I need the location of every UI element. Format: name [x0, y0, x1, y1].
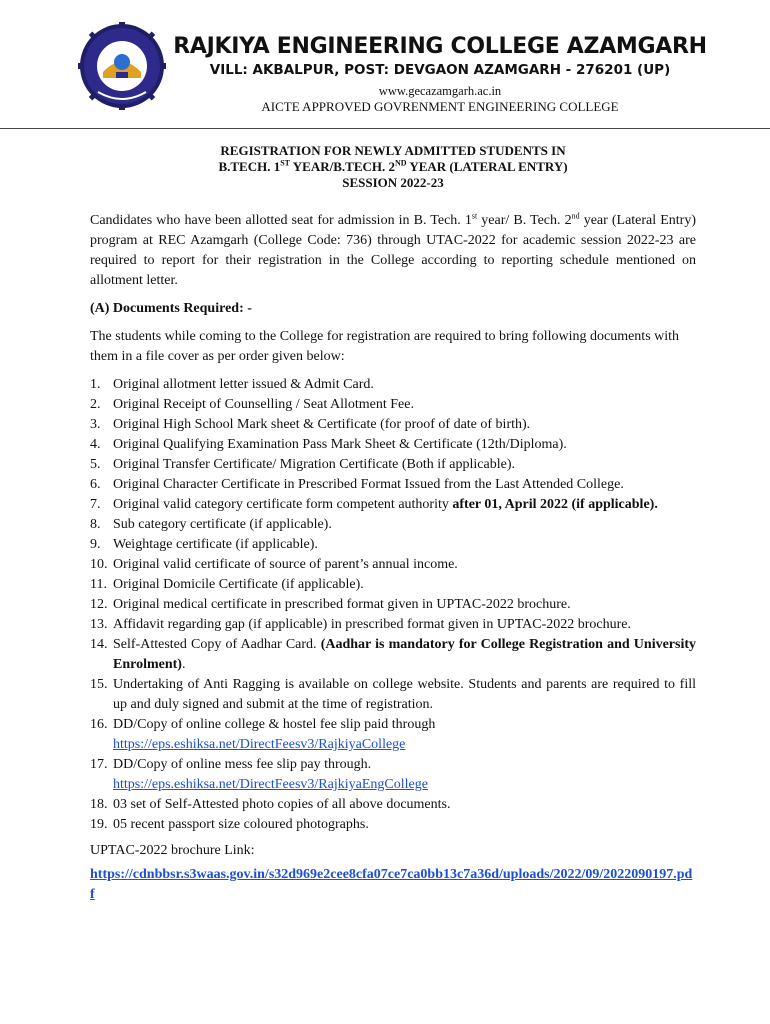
list-item-text: 05 recent passport size coloured photographs. — [113, 817, 369, 832]
brochure-label: UPTAC-2022 brochure Link: — [90, 843, 255, 858]
list-item — [90, 535, 696, 555]
list-item-text: Original Domicile Certificate (if applicable). — [113, 577, 364, 592]
list-item-text: Original valid category certificate form competent authority — [113, 497, 453, 512]
list-item-number: 12. — [90, 597, 108, 612]
list-item-number: 17. — [90, 757, 108, 772]
list-item-text: Original Qualifying Examination Pass Mark Sheet & Certificate (12th/Diploma). — [113, 437, 567, 452]
list-item-number: 16. — [90, 717, 108, 732]
list-item-number: 19. — [90, 817, 108, 832]
list-item — [90, 755, 696, 795]
list-item-number: 15. — [90, 677, 108, 692]
fee-payment-link[interactable]: https://eps.eshiksa.net/DirectFeesv3/RajkiyaEngCollege — [113, 777, 428, 792]
title-line-2: B.TECH. 1ST YEAR/B.TECH. 2ND YEAR (LATERAL ENTRY) — [218, 158, 568, 174]
list-item-emphasis: (Aadhar is mandatory for College Registration and University Enrolment) — [113, 637, 697, 672]
title-line-3: SESSION 2022-23 — [342, 175, 444, 190]
college-approval: AICTE APPROVED GOVRENMENT ENGINEERING COLLEGE — [261, 99, 619, 114]
list-item-number: 8. — [90, 517, 101, 532]
list-item — [90, 375, 696, 395]
list-item-text: Weightage certificate (if applicable). — [113, 537, 318, 552]
list-item — [90, 815, 696, 835]
list-item — [90, 395, 696, 415]
list-item — [90, 415, 696, 435]
college-name: RAJKIYA ENGINEERING COLLEGE AZAMGARH — [173, 34, 707, 59]
list-item-number: 18. — [90, 797, 108, 812]
list-item — [90, 475, 696, 495]
document-body — [90, 143, 696, 905]
list-item — [90, 495, 696, 515]
list-item — [90, 635, 696, 675]
list-item-text: Sub category certificate (if applicable). — [113, 517, 332, 532]
list-item — [90, 795, 696, 815]
list-item-number: 6. — [90, 477, 101, 492]
list-item-text: Self-Attested Copy of Aadhar Card. — [113, 637, 321, 652]
title-line-1: REGISTRATION FOR NEWLY ADMITTED STUDENTS IN — [220, 143, 566, 158]
list-item-text: Original High School Mark sheet & Certificate (for proof of date of birth). — [113, 417, 531, 432]
list-item-text: Original Transfer Certificate/ Migration Certificate (Both if applicable). — [113, 457, 515, 472]
list-item-number: 10. — [90, 557, 108, 572]
intro-paragraph: Candidates who have been allotted seat for admission in B. Tech. 1st year/ B. Tech. 2nd year (Lateral Entry) program at REC Azamgarh (College Code: 736) through UTAC-2022 for academic session 2022-23 are required to report for their registration in the College according to reporting schedule mentioned on allotment letter. — [90, 211, 696, 288]
list-item-number: 11. — [90, 577, 107, 592]
college-address: VILL: AKBALPUR, POST: DEVGAON AZAMGARH - 276201 (UP) — [209, 62, 671, 78]
list-item — [90, 615, 696, 635]
college-website: www.gecazamgarh.ac.in — [378, 84, 502, 98]
list-item-text: Original medical certificate in prescribed format given in UPTAC-2022 brochure. — [113, 597, 571, 612]
list-item — [90, 515, 696, 535]
list-item — [90, 575, 696, 595]
list-item-text: DD/Copy of online mess fee slip pay through. — [113, 757, 372, 772]
list-item-text: Undertaking of Anti Ragging is available on college website. Students and parents are required to fill up and duly signed and submit at the time of registration. — [113, 677, 696, 712]
section-heading: (A) Documents Required: - — [90, 301, 252, 316]
list-item-text: Original allotment letter issued & Admit Card. — [113, 377, 374, 392]
list-item-number: 4. — [90, 437, 101, 452]
list-item — [90, 435, 696, 455]
list-item-text: DD/Copy of online college & hostel fee slip paid through — [113, 717, 436, 732]
fee-payment-link[interactable]: https://eps.eshiksa.net/DirectFeesv3/RajkiyaCollege — [113, 737, 406, 752]
list-item — [90, 715, 696, 755]
list-item-text: Original valid certificate of source of parent’s annual income. — [113, 557, 458, 572]
list-item-text: Original Character Certificate in Prescribed Format Issued from the Last Attended College. — [113, 477, 624, 492]
documents-list — [90, 375, 696, 835]
list-item-number: 3. — [90, 417, 101, 432]
brochure-link[interactable]: https://cdnbbsr.s3waas.gov.in/s32d969e2cee8cfa07ce7ca0bb13c7a36d/uploads/2022/09/2022090197.pdf — [90, 867, 693, 902]
header-divider — [0, 128, 770, 129]
section-paragraph: The students while coming to the College for registration are required to bring following documents with them in a file cover as per order given below: — [90, 329, 680, 364]
list-item-number: 1. — [90, 377, 101, 392]
notice-title — [90, 143, 696, 191]
list-item — [90, 555, 696, 575]
list-item-emphasis: after 01, April 2022 (if applicable). — [452, 497, 658, 512]
list-item-suffix: . — [181, 657, 186, 672]
list-item-number: 7. — [90, 497, 101, 512]
college-logo-icon — [78, 22, 166, 110]
letterhead — [0, 0, 770, 128]
list-item-number: 14. — [90, 637, 108, 652]
list-item-number: 2. — [90, 397, 101, 412]
list-item — [90, 595, 696, 615]
list-item — [90, 455, 696, 475]
list-item-number: 9. — [90, 537, 101, 552]
list-item — [90, 675, 696, 715]
list-item-text: 03 set of Self-Attested photo copies of all above documents. — [113, 797, 451, 812]
list-item-number: 13. — [90, 617, 108, 632]
list-item-text: Original Receipt of Counselling / Seat Allotment Fee. — [113, 397, 414, 412]
list-item-number: 5. — [90, 457, 101, 472]
list-item-text: Affidavit regarding gap (if applicable) in prescribed format given in UPTAC-2022 brochure. — [113, 617, 632, 632]
